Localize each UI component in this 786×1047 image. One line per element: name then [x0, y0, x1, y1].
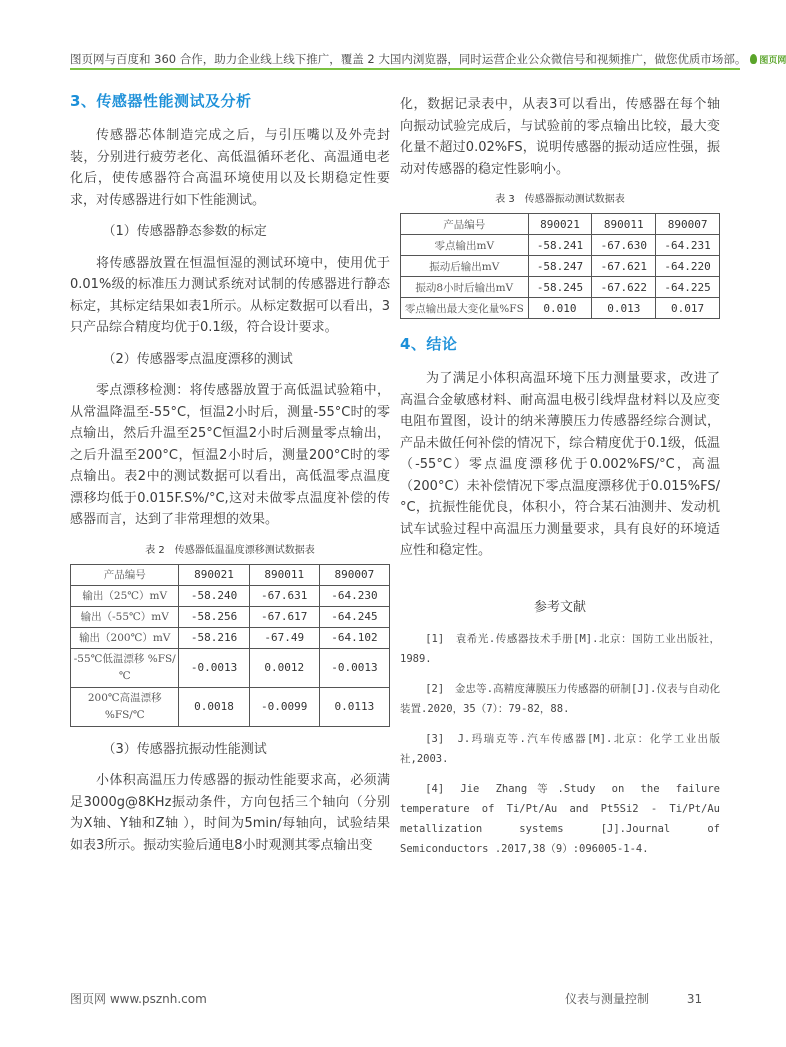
reference-item: [2] 金忠等.高精度薄膜压力传感器的研制[J].仪表与自动化装置.2020，35（7）：79-82，88. [400, 682, 720, 715]
table-cell: 890007 [656, 214, 720, 235]
row-label-cell: 输出（200℃）mV [71, 627, 179, 648]
row-label-cell: 振动8小时后输出mV [401, 277, 529, 298]
subsection-3-title: （3）传感器抗振动性能测试 [102, 741, 267, 757]
table-cell: -58.247 [528, 256, 592, 277]
table-cell: 0.0018 [179, 687, 249, 726]
table-cell: -67.631 [249, 585, 319, 606]
table-row [71, 585, 390, 606]
logo-text: 图页网 [759, 55, 786, 66]
references-title: 参考文献 [533, 599, 586, 615]
footer-site[interactable]: 图页网 www.psznh.com [70, 992, 207, 1006]
subsection-3-continued: 化，数据记录表中，从表3可以看出，传感器在每个轴向振动试验完成后，与试验前的零点输出比较，最大变化量不超过0.02%FS，说明传感器的振动适应性强，振动对传感器的稳定性影响小。 [400, 97, 720, 177]
table-row [71, 687, 390, 726]
table-cell: 890021 [528, 214, 592, 235]
reference-item: [3] J.玛瑞克等.汽车传感器[M].北京：化学工业出版社,2003. [400, 732, 720, 765]
table-cell: -58.256 [179, 606, 249, 627]
row-label-cell: -55℃低温漂移 %FS/℃ [71, 648, 179, 687]
table-cell: 0.0113 [319, 687, 389, 726]
leaf-icon [750, 54, 757, 64]
table-3-caption: 表 3 传感器振动测试数据表 [495, 194, 625, 205]
table-cell: -64.220 [656, 256, 720, 277]
footer-journal [565, 990, 702, 1007]
table-cell: -67.49 [249, 627, 319, 648]
reference-item: [1] 袁希光.传感器技术手册[M].北京：国防工业出版社，1989. [400, 632, 720, 665]
table-row [401, 235, 720, 256]
reference-item: [4] Jie Zhang等.Study on the failure temperature of Ti/Pt/Au and Pt5Si2 - Ti/Pt/Au metallization systems [J].Journal of Semiconductors .2017,38（9）:096005-1-4. [400, 782, 720, 855]
row-label-cell: 输出（-55℃）mV [71, 606, 179, 627]
table-cell: -0.0013 [179, 648, 249, 687]
table-cell: 0.0012 [249, 648, 319, 687]
table-cell: -58.241 [528, 235, 592, 256]
row-label-cell: 零点输出mV [401, 235, 529, 256]
subsection-3-text: 小体积高温压力传感器的振动性能要求高，必须满足3000g@8KHz振动条件，方向包括三个轴向（分别为X轴、Y轴和Z轴 ），时间为5min/每轴向，试验结果如表3所示。振动实验后通电8小时观测其零点输出变 [70, 773, 390, 853]
table-cell: -58.240 [179, 585, 249, 606]
site-logo[interactable] [750, 53, 786, 66]
row-label-cell: 振动后输出mV [401, 256, 529, 277]
table-cell: -58.216 [179, 627, 249, 648]
table-3 [400, 213, 720, 319]
subsection-1-title: （1）传感器静态参数的标定 [102, 224, 267, 239]
table-cell: 890011 [592, 214, 656, 235]
table-cell: 0.013 [592, 298, 656, 319]
table-cell: 890021 [179, 564, 249, 585]
table-row [71, 648, 390, 687]
table-cell: -64.231 [656, 235, 720, 256]
table-cell: 0.017 [656, 298, 720, 319]
right-column [400, 94, 720, 869]
table-cell: -67.621 [592, 256, 656, 277]
subsection-2-title: （2）传感器零点温度漂移的测试 [102, 351, 293, 367]
left-column [70, 90, 390, 866]
row-label-cell: 产品编号 [71, 564, 179, 585]
row-label-cell: 输出（25℃）mV [71, 585, 179, 606]
row-label-cell: 200℃高温漂移 %FS/℃ [71, 687, 179, 726]
section-3-intro: 传感器芯体制造完成之后，与引压嘴以及外壳封装，分别进行疲劳老化、高低温循环老化、高温通电老化后，使传感器符合高温环境使用以及长期稳定性要求，对传感器进行如下性能测试。 [70, 128, 390, 208]
row-label-cell: 产品编号 [401, 214, 529, 235]
section-4-heading: 4、结论 [400, 335, 458, 353]
table-cell: -67.622 [592, 277, 656, 298]
table-cell: -67.617 [249, 606, 319, 627]
subsection-2-text: 零点漂移检测：将传感器放置于高低温试验箱中，从常温降温至-55°C，恒温2小时后，测量-55°C时的零点输出，然后升温至25°C恒温2小时后测量零点输出，之后升温至200°C，恒温2小时后，测量200°C时的零点输出。表2中的测试数据可以看出，高低温零点温度漂移均低于0.015F.S%/°C,这对未做零点温度补偿的传感器而言，达到了非常理想的效果。 [70, 383, 390, 527]
reference-list [400, 629, 720, 859]
table-cell: 890007 [319, 564, 389, 585]
table-2-caption: 表 2 传感器低温温度漂移测试数据表 [145, 544, 315, 556]
table-cell: 890011 [249, 564, 319, 585]
table-row [71, 606, 390, 627]
conclusion-text: 为了满足小体积高温环境下压力测量要求，改进了高温合金敏感材料、耐高温电极引线焊盘材料以及应变电阻布置图，设计的纳米薄膜压力传感器经综合测试，产品未做任何补偿的情况下，综合精度优于0.1级，低温（-55°C）零点温度漂移优于0.002%FS/°C，高温（200°C）未补偿情况下零点温度漂移优于0.015%FS/°C，抗振性能优良，体积小，符合某石油测井、发动机试车试验过程中高温压力测量要求，具有良好的环境适应性和稳定性。 [400, 371, 720, 558]
table-cell: -58.245 [528, 277, 592, 298]
table-cell: -67.630 [592, 235, 656, 256]
table-cell: -64.230 [319, 585, 389, 606]
row-label-cell: 零点输出最大变化量%FS [401, 298, 529, 319]
table-cell: -0.0013 [319, 648, 389, 687]
table-cell: -0.0099 [249, 687, 319, 726]
table-row [401, 256, 720, 277]
table-header-row [401, 214, 720, 235]
promo-banner [70, 50, 786, 70]
table-row [71, 627, 390, 648]
page-number: 31 [686, 992, 703, 1006]
table-cell: -64.245 [319, 606, 389, 627]
section-3-heading: 3、传感器性能测试及分析 [70, 92, 252, 110]
table-cell: -64.225 [656, 277, 720, 298]
subsection-1-text: 将传感器放置在恒温恒湿的测试环境中，使用优于0.01%级的标准压力测试系统对试制的传感器进行静态标定，其标定结果如表1所示。从标定数据可以看出，3只产品综合精度均优于0.1级，符合设计要求。 [70, 255, 390, 335]
banner-text: 图页网与百度和 360 合作，助力企业线上线下推广，覆盖 2 大国内浏览器，同时运营企业公众微信号和视频推广，做您优质市场部。 [70, 52, 747, 66]
table-row [401, 298, 720, 319]
table-row [401, 277, 720, 298]
journal-name: 仪表与测量控制 [565, 992, 650, 1006]
table-header-row [71, 564, 390, 585]
table-cell: 0.010 [528, 298, 592, 319]
table-cell: -64.102 [319, 627, 389, 648]
table-2 [70, 564, 390, 727]
